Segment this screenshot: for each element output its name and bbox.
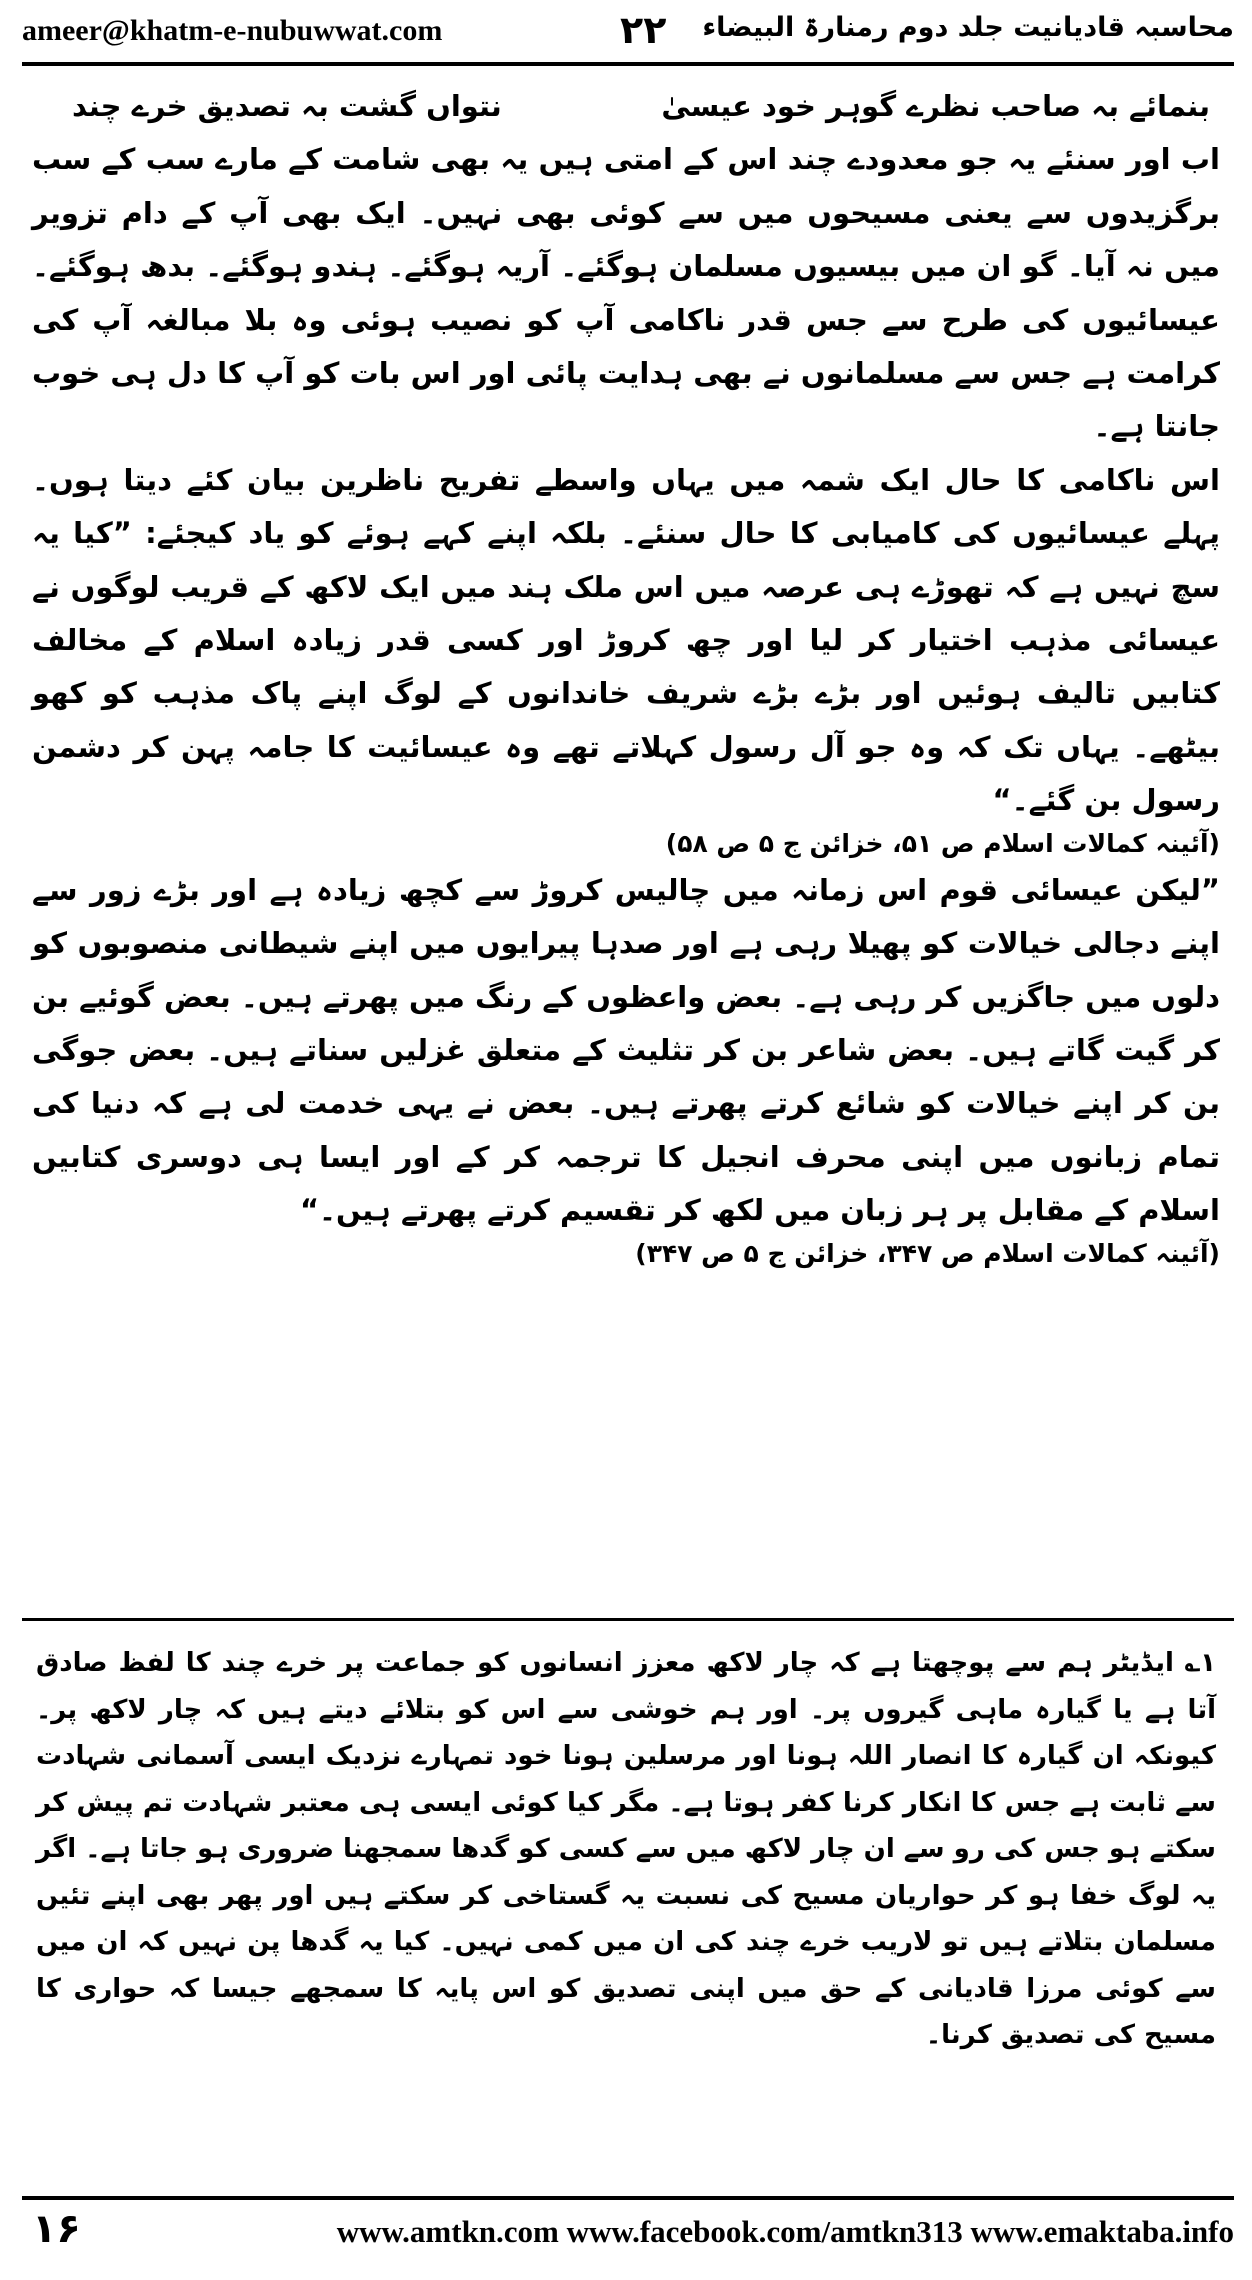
paragraph-2: اس ناکامی کا حال ایک شمہ میں یہاں واسطے تفریح ناظرین بیان کئے دیتا ہوں۔ پہلے عیسائیوں کی کامیابی کا حال سنئے۔ بلکہ اپنے کہے ہوئے کو یاد کیجئے: ”کیا یہ سچ نہیں ہے کہ تھوڑے ہی عرصہ میں اس ملک ہند میں ایک لاکھ کے قریب لوگوں نے عیسائی مذہب اختیار کر لیا اور چھ کروڑ اور کسی قدر زیادہ اسلام کے مخالف کتابیں تالیف ہوئیں اور بڑے بڑے شریف خاندانوں کے لوگ اپنے پاک مذہب کو کھو بیٹھے۔ یہاں تک کہ وہ جو آل رسول کہلاتے تھے وہ عیسائیت کا جامہ پہن کر دشمن رسول بن گئے۔“	[32, 462, 1220, 818]
paragraph-3: ”لیکن عیسائی قوم اس زمانہ میں چالیس کروڑ سے کچھ زیادہ ہے اور بڑے زور سے اپنے دجالی خیالات کو پھیلا رہی ہے اور صدہا پیرایوں میں اپنے شیطانی منصوبوں کو دلوں میں جاگزیں کر رہی ہے۔ بعض واعظوں کے رنگ میں پھرتے ہیں۔ بعض گوئیے بن کر گیت گاتے ہیں۔ بعض شاعر بن کر تثلیث کے متعلق غزلیں سناتے ہیں۔ بعض جوگی بن کر اپنے خیالات کو شائع کرتے پھرتے ہیں۔ بعض نے یہی خدمت لی ہے کہ دنیا کی تمام زبانوں میں اپنی محرف انجیل کا ترجمہ کر کے اور ایسا ہی دوسری کتابیں اسلام کے مقابل پر ہر زبان میں لکھ کر تقسیم کرتے پھرتے ہیں۔“	[32, 872, 1220, 1228]
header-page-number: ۲۲	[620, 8, 667, 52]
footnote-divider	[22, 1618, 1234, 1621]
header-email: ameer@khatm-e-nubuwwat.com	[22, 14, 443, 47]
header-divider	[22, 62, 1234, 66]
page-header	[22, 8, 1234, 58]
footer-page-number: ۱۶	[32, 2206, 81, 2252]
paragraph-1: اب اور سنئے یہ جو معدودے چند اس کے امتی ہیں یہ بھی شامت کے مارے سب کے سب برگزیدوں سے یعنی مسیحوں میں سے کوئی بھی نہیں۔ ایک بھی آپ کے دام تزویر میں نہ آیا۔ گو ان میں بیسیوں مسلمان ہوگئے۔ آریہ ہوگئے۔ ہندو ہوگئے۔ بدھ ہوگئے۔ عیسائیوں کی طرح سے جس قدر ناکامی آپ کو نصیب ہوئی وہ بلا مبالغہ آپ کی کرامت ہے جس سے مسلمانوں نے بھی ہدایت پائی اور اس بات کو آپ کا دل ہی خوب جانتا ہے۔	[32, 142, 1220, 444]
persian-verse	[32, 80, 1220, 133]
footer-divider	[22, 2196, 1234, 2200]
reference-1: (آئینہ کمالات اسلام ص ۵۱، خزائن ج ۵ ص ۵۸)	[665, 828, 1220, 858]
page-footer	[22, 2206, 1234, 2266]
main-text	[32, 80, 1220, 1274]
reference-2: (آئینہ کمالات اسلام ص ۳۴۷، خزائن ج ۵ ص ۳۴۷)	[635, 1238, 1220, 1268]
verse-second-hemistich: نتواں گشت بہ تصدیق خرے چند	[72, 89, 502, 123]
verse-first-hemistich: بنمائے بہ صاحب نظرے گوہر خود عیسیٰ	[661, 89, 1210, 123]
header-book-title: محاسبہ قادیانیت جلد دوم رمنارۃ البیضاء	[702, 12, 1234, 43]
footer-website-links[interactable]: www.amtkn.com www.facebook.com/amtkn313 www.emaktaba.info	[336, 2214, 1234, 2249]
footnote: ۱؎ ایڈیٹر ہم سے پوچھتا ہے کہ چار لاکھ معزز انسانوں کو جماعت پر خرے چند کا لفظ صادق آتا ہے یا گیارہ ماہی گیروں پر۔ اور ہم خوشی سے اس کو بتلائے دیتے ہیں کہ چار لاکھ پر۔ کیونکہ ان گیارہ کا انصار اللہ ہونا اور مرسلین ہونا خود تمہارے نزدیک ایسی آسمانی شہادت سے ثابت ہے جس کا انکار کرنا کفر ہوتا ہے۔ مگر کیا کوئی ایسی ہی معتبر شہادت تم پیش کر سکتے ہو جس کی رو سے ان چار لاکھ میں سے کسی کو گدھا سمجھنا ضروری ہو جاتا ہے۔ اگر یہ لوگ خفا ہو کر حواریان مسیح کی نسبت یہ گستاخی کر سکتے ہیں اور پھر بھی اپنے تئیں مسلمان بتلاتے ہیں تو لاریب خرے چند کی ان میں کمی نہیں۔ کیا یہ گدھا پن نہیں کہ ان میں سے کوئی مرزا قادیانی کے حق میں اپنی تصدیق کو اس پایہ کا سمجھے جیسا کہ حواری کا مسیح کی تصدیق کرنا۔	[36, 1648, 1216, 2050]
